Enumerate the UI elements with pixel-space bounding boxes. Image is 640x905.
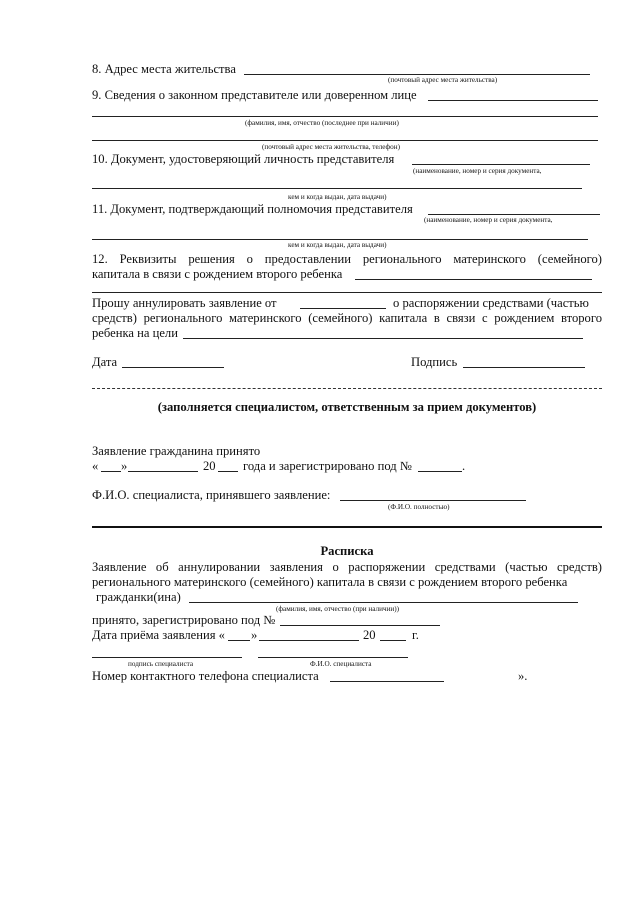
specialist-name-hint: (Ф.И.О. полностью) [388,503,450,511]
receipt-line1: Заявление об аннулировании заявления о распоряжении средствами (частью средств) [92,560,602,574]
specialist-name-field[interactable] [340,500,526,501]
decision-details-field-2[interactable] [92,292,602,293]
authority-doc-field-2[interactable] [92,239,588,240]
accepted-number-field[interactable] [418,471,462,472]
receipt-title: Расписка [320,544,374,558]
date-field[interactable] [122,367,224,368]
request-purpose-field[interactable] [183,338,583,339]
identity-doc-hint-2: кем и когда выдан, дата выдачи) [288,193,387,201]
specialist-header: (заполняется специалистом, ответственным за прием документов) [157,400,537,414]
receipt-specialist-name-hint: Ф.И.О. специалиста [310,660,372,668]
receipt-month-field[interactable] [259,640,359,641]
identity-doc-label: 10. Документ, удостоверяющий личность представителя [92,152,395,166]
decision-details-line2: капитала в связи с рождением второго ребенка [92,267,343,281]
receipt-phone-end: ». [518,669,528,683]
accepted-period: . [462,459,466,473]
accepted-line1: Заявление гражданина принято [92,444,261,458]
receipt-registered-label: принято, зарегистрировано под № [92,613,276,627]
representative-field-3[interactable] [92,140,598,141]
authority-doc-field-1[interactable] [428,214,600,215]
receipt-line3: гражданки(ина) [96,590,181,604]
receipt-phone-field[interactable] [330,681,444,682]
decision-details-field-1[interactable] [355,279,592,280]
authority-doc-hint-1: (наименование, номер и серия документа, [424,216,553,224]
cut-line [92,388,602,389]
identity-doc-hint-1: (наименование, номер и серия документа, [413,167,542,175]
receipt-citizen-hint: (фамилия, имя, отчество (при наличии)) [276,605,400,613]
accepted-year-prefix: 20 [203,459,216,473]
receipt-phone-label: Номер контактного телефона специалиста [92,669,319,683]
receipt-specialist-name-field[interactable] [258,657,408,658]
representative-hint-2: (почтовый адрес места жительства, телефон) [262,143,400,151]
receipt-date-label: Дата приёма заявления « [92,628,225,642]
receipt-year-field[interactable] [380,640,406,641]
representative-label: 9. Сведения о законном представителе или доверенном лице [92,88,417,102]
identity-doc-field-2[interactable] [92,188,582,189]
representative-field-1[interactable] [428,100,598,101]
accepted-month-field[interactable] [128,471,198,472]
date-label: Дата [92,355,118,369]
authority-doc-label: 11. Документ, подтверждающий полномочия представителя [92,202,413,216]
accepted-day-field[interactable] [101,471,121,472]
receipt-citizen-field[interactable] [189,602,578,603]
authority-doc-hint-2: кем и когда выдан, дата выдачи) [288,241,387,249]
specialist-name-label: Ф.И.О. специалиста, принявшего заявление: [92,488,331,502]
receipt-year-suffix: г. [412,628,419,642]
address-label: 8. Адрес места жительства [92,62,236,76]
address-field[interactable] [244,74,590,75]
signature-field[interactable] [463,367,585,368]
representative-field-2[interactable] [92,116,598,117]
request-date-field[interactable] [300,308,386,309]
address-hint: (почтовый адрес места жительства) [388,76,498,84]
receipt-line2: регионального материнского (семейного) капитала в связи с рождением второго ребенка [92,575,568,589]
signature-label: Подпись [411,355,458,369]
decision-details-line1: 12. Реквизиты решения о предоставлении регионального материнского (семейного) [92,252,602,266]
receipt-year-prefix: 20 [363,628,376,642]
accepted-close-quote: » [121,459,128,473]
request-line1-b: о распоряжении средствами (частью [393,296,589,310]
accepted-open-quote: « [92,459,99,473]
receipt-signature-field[interactable] [92,657,242,658]
accepted-registered-text: года и зарегистрировано под № [243,459,412,473]
accepted-year-field[interactable] [218,471,238,472]
receipt-close-quote: » [251,628,258,642]
receipt-number-field[interactable] [280,625,440,626]
request-line3: ребенка на цели [92,326,178,340]
representative-hint-1: (фамилия, имя, отчество (последнее при наличии) [245,119,399,127]
receipt-day-field[interactable] [228,640,250,641]
identity-doc-field-1[interactable] [412,164,590,165]
section-divider [92,526,602,528]
receipt-signature-hint: подпись специалиста [128,660,194,668]
request-line1-a: Прошу аннулировать заявление от [92,296,277,310]
request-line2: средств) регионального материнского (семейного) капитала в связи с рождением второго [92,311,602,325]
